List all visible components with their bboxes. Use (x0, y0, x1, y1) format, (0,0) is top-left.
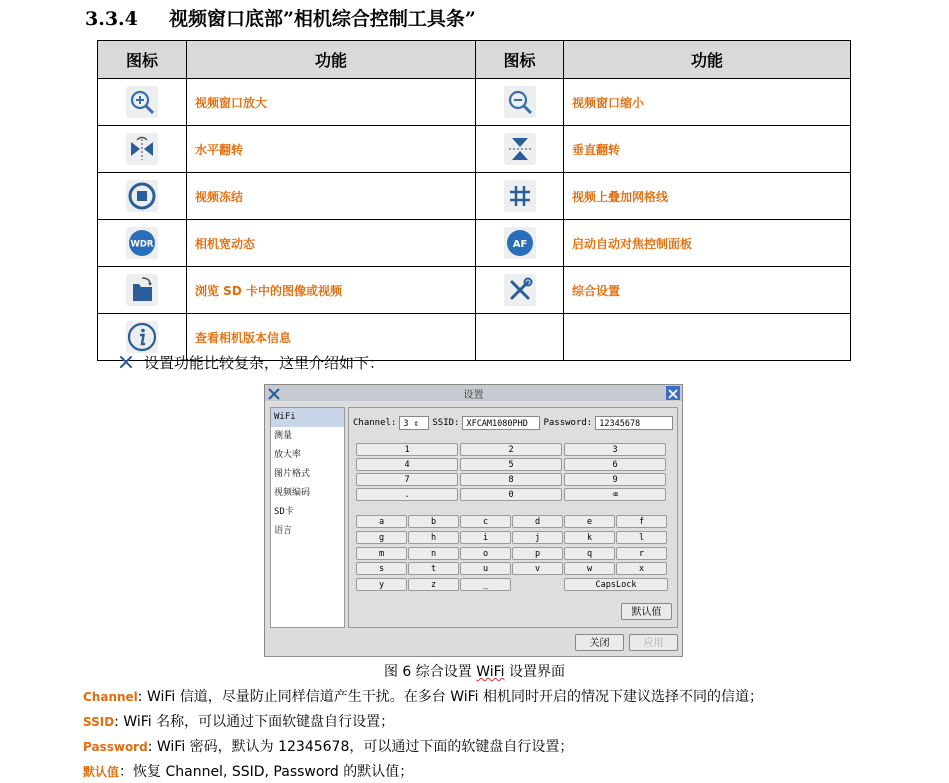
capslock-key[interactable]: CapsLock (564, 578, 668, 591)
function-label: 启动自动对焦控制面板 (564, 220, 851, 267)
section-title: 视频窗口底部”相机综合控制工具条” (169, 8, 476, 30)
ssid-field[interactable]: XFCAM1080PHD (462, 416, 540, 430)
desc-label: 默认值 (83, 765, 120, 779)
numpad-key[interactable]: 0 (460, 488, 562, 501)
letter-key[interactable]: i (460, 531, 511, 544)
header-function-1: 功能 (187, 41, 476, 79)
wdr-icon (126, 227, 158, 259)
letter-key[interactable]: q (564, 547, 615, 560)
letter-key[interactable]: e (564, 515, 615, 528)
letter-key[interactable]: l (616, 531, 667, 544)
header-icon-1: 图标 (98, 41, 187, 79)
table-row (98, 79, 851, 126)
function-label: 浏览 SD 卡中的图像或视频 (187, 267, 476, 314)
function-label: 视频窗口缩小 (564, 79, 851, 126)
icon-function-table (97, 40, 851, 361)
desc-label: SSID (83, 715, 115, 729)
letter-key[interactable]: u (460, 562, 511, 575)
letter-key[interactable]: n (408, 547, 459, 560)
letter-key[interactable]: d (512, 515, 563, 528)
apply-button[interactable]: 应用 (629, 634, 678, 651)
table-row (98, 126, 851, 173)
browse-sd-icon (126, 274, 158, 306)
sidebar-item-sd-card[interactable]: SD卡 (274, 507, 294, 517)
numpad-key[interactable]: 8 (460, 473, 562, 486)
wrench-cross-icon (118, 354, 134, 370)
desc-channel (83, 686, 763, 706)
sidebar-item-video-encoding[interactable]: 视频编码 (274, 488, 311, 498)
numpad-key[interactable]: 7 (356, 473, 458, 486)
desc-ssid (83, 711, 394, 731)
sidebar-item-language[interactable]: 语言 (274, 526, 293, 536)
letter-key[interactable]: y (356, 578, 407, 591)
function-label: 视频冻结 (187, 173, 476, 220)
ssid-label: SSID: (432, 418, 460, 428)
sidebar-item-image-format[interactable]: 图片格式 (274, 469, 311, 479)
zoom-out-icon (504, 86, 536, 118)
svg-text:AF: AF (512, 239, 527, 250)
function-label: 视频窗口放大 (187, 79, 476, 126)
desc-text: : WiFi 信道，尽量防止同样信道产生干扰。在多台 WiFi 相机同时开启的情况下建议选择不同的信道； (137, 689, 764, 705)
numpad-key[interactable]: 5 (460, 458, 562, 471)
caption-suffix: 设置界面 (504, 664, 566, 680)
letter-key[interactable]: a (356, 515, 407, 528)
settings-note (118, 352, 384, 373)
wifi-panel (348, 407, 678, 628)
table-header-row (98, 41, 851, 79)
numpad-key[interactable]: . (356, 488, 458, 501)
desc-default (83, 761, 413, 781)
empty-cell (476, 314, 564, 361)
numpad-key[interactable]: 6 (564, 458, 666, 471)
zoom-in-icon (126, 86, 158, 118)
af-icon (504, 227, 536, 259)
letter-key[interactable]: f (616, 515, 667, 528)
function-label: 水平翻转 (187, 126, 476, 173)
letter-key[interactable]: r (616, 547, 667, 560)
letter-key[interactable]: _ (460, 578, 511, 591)
desc-label: Password (83, 740, 148, 754)
letter-key[interactable]: x (616, 562, 667, 575)
channel-spinbox[interactable]: 3 ⇕ (399, 416, 429, 430)
numpad-key[interactable]: 3 (564, 443, 666, 456)
dialog-titlebar (265, 385, 682, 401)
section-number: 3.3.4 (85, 8, 138, 30)
function-label: 综合设置 (564, 267, 851, 314)
desc-text: : WiFi 密码，默认为 12345678，可以通过下面的软键盘自行设置； (147, 739, 574, 755)
desc-password (83, 736, 573, 756)
sidebar-item-magnification[interactable]: 放大率 (274, 450, 302, 460)
numpad-key[interactable]: 4 (356, 458, 458, 471)
channel-label: Channel: (353, 418, 397, 428)
password-label: Password: (543, 418, 593, 428)
letter-key[interactable]: o (460, 547, 511, 560)
flip-horizontal-icon (126, 133, 158, 165)
numpad-key[interactable]: 1 (356, 443, 458, 456)
function-label: 相机宽动态 (187, 220, 476, 267)
letter-key[interactable]: g (356, 531, 407, 544)
desc-label: Channel (83, 690, 138, 704)
letter-key[interactable]: k (564, 531, 615, 544)
dialog-title: 设置 (463, 390, 484, 401)
function-label: 视频上叠加网格线 (564, 173, 851, 220)
grid-icon (504, 180, 536, 212)
settings-dialog (264, 384, 683, 657)
settings-sidebar (270, 407, 345, 628)
letter-key[interactable]: j (512, 531, 563, 544)
caption-wifi: WiFi (476, 664, 505, 680)
caption-prefix: 图 6 综合设置 (383, 664, 477, 680)
desc-text: ：恢复 Channel, SSID, Password 的默认值； (119, 764, 414, 780)
header-icon-2: 图标 (476, 41, 564, 79)
sidebar-item-wifi[interactable]: WiFi (271, 408, 344, 427)
empty-cell (564, 314, 851, 361)
settings-tools-icon (504, 274, 536, 306)
close-icon[interactable] (666, 386, 680, 400)
default-button[interactable]: 默认值 (621, 603, 672, 620)
table-row (98, 267, 851, 314)
letter-key[interactable]: b (408, 515, 459, 528)
function-label: 查看相机版本信息 (187, 314, 476, 361)
svg-text:WDR: WDR (130, 239, 154, 250)
figure-caption (0, 661, 949, 681)
letter-key[interactable]: w (564, 562, 615, 575)
letter-key[interactable]: m (356, 547, 407, 560)
letter-key[interactable]: h (408, 531, 459, 544)
numpad-key[interactable]: 9 (564, 473, 666, 486)
letter-key[interactable]: p (512, 547, 563, 560)
flip-vertical-icon (504, 133, 536, 165)
numpad-key[interactable]: 2 (460, 443, 562, 456)
freeze-icon (126, 180, 158, 212)
letter-key[interactable]: t (408, 562, 459, 575)
letter-key[interactable]: v (512, 562, 563, 575)
header-function-2: 功能 (564, 41, 851, 79)
table-row (98, 220, 851, 267)
settings-note-text: 设置功能比较复杂，这里介绍如下： (144, 354, 385, 372)
letter-key[interactable]: c (460, 515, 511, 528)
letter-key[interactable]: z (408, 578, 459, 591)
section-heading (85, 4, 476, 31)
sidebar-item-measure[interactable]: 测量 (274, 431, 293, 441)
table-row (98, 173, 851, 220)
info-icon (126, 321, 158, 353)
function-label: 垂直翻转 (564, 126, 851, 173)
letter-key[interactable]: s (356, 562, 407, 575)
close-button[interactable]: 关闭 (575, 634, 624, 651)
desc-text: : WiFi 名称，可以通过下面软键盘自行设置； (114, 714, 395, 730)
password-field[interactable]: 12345678 (595, 416, 673, 430)
backspace-key[interactable]: ⌫ (564, 488, 666, 501)
wifi-fields-row (353, 416, 673, 430)
